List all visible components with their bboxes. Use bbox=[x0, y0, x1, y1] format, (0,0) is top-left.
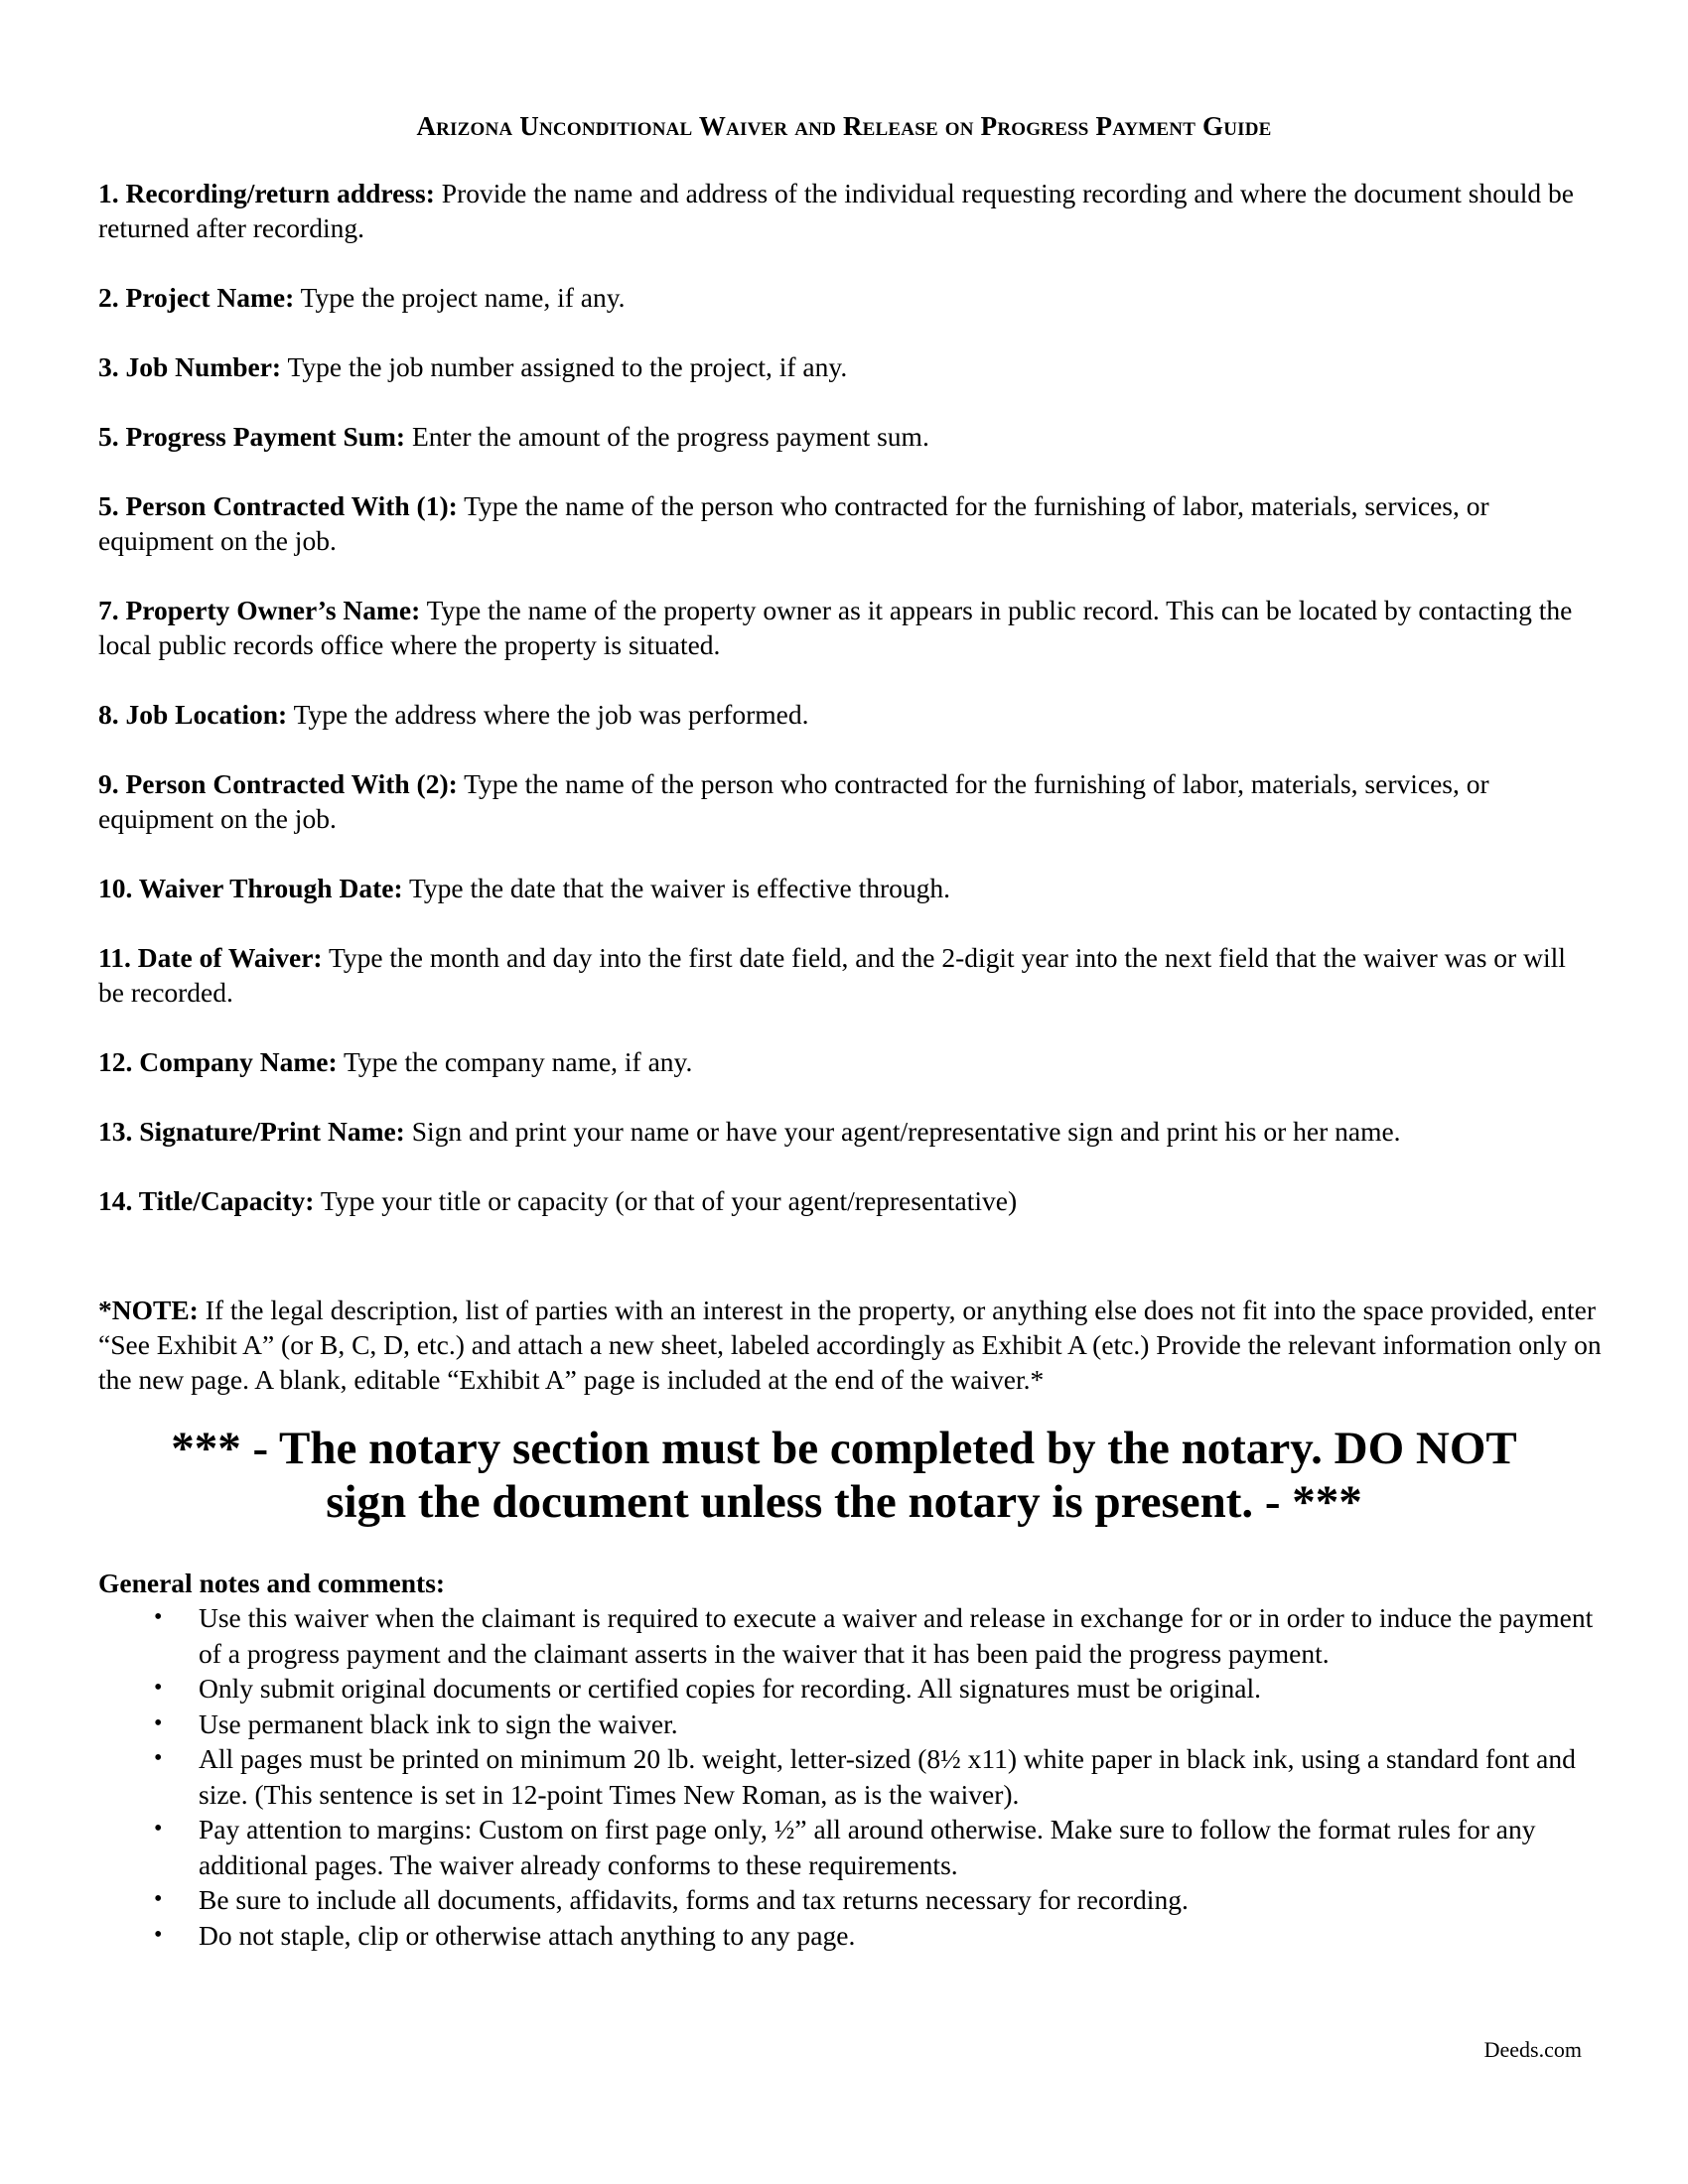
instruction-label: 1. Recording/return address: bbox=[98, 178, 435, 208]
instruction-item bbox=[98, 697, 1598, 732]
instruction-label: 5. Progress Payment Sum: bbox=[98, 421, 406, 452]
instruction-label: 2. Project Name: bbox=[98, 282, 295, 313]
note-label: *NOTE: bbox=[98, 1295, 199, 1325]
general-note-text: Be sure to include all documents, affidavits, forms and tax returns necessary for recording. bbox=[199, 1884, 1189, 1915]
bullet-icon: • bbox=[154, 1816, 163, 1842]
general-note-text: Use this waiver when the claimant is required to execute a waiver and release in exchange for or in order to induce the payment of a progress payment and the claimant asserts in the waiver that it has been paid the progress payment. bbox=[199, 1602, 1594, 1669]
exhibit-note bbox=[98, 1293, 1608, 1397]
instruction-text: Sign and print your name or have your agent/representative sign and print his or her name. bbox=[404, 1116, 1401, 1147]
bullet-icon: • bbox=[154, 1886, 163, 1912]
instruction-label: 9. Person Contracted With (2): bbox=[98, 768, 458, 799]
general-note-item bbox=[98, 1882, 1598, 1918]
instruction-label: 8. Job Location: bbox=[98, 699, 288, 730]
general-note-item bbox=[98, 1741, 1598, 1812]
bullet-icon: • bbox=[154, 1604, 163, 1630]
footer-brand: Deeds.com bbox=[1483, 2037, 1582, 2062]
instruction-text: Enter the amount of the progress payment sum. bbox=[405, 421, 929, 452]
general-notes-heading: General notes and comments: bbox=[98, 1568, 446, 1598]
instruction-text: Type the name of the property owner as it appears in public record. This can be located by contacting the local public records office where the property is situated. bbox=[98, 595, 1573, 660]
instruction-text: Type the name of the person who contracted for the furnishing of labor, materials, services, or equipment on the job. bbox=[98, 768, 1489, 834]
notary-warning-line-1: *** - The notary section must be completed by the notary. DO NOT bbox=[171, 1423, 1517, 1474]
instruction-label: 5. Person Contracted With (1): bbox=[98, 490, 458, 521]
instruction-item bbox=[98, 488, 1598, 558]
general-note-text: Do not staple, clip or otherwise attach anything to any page. bbox=[199, 1919, 856, 1951]
instruction-text: Type the company name, if any. bbox=[337, 1046, 693, 1077]
instruction-label: 7. Property Owner’s Name: bbox=[98, 595, 421, 625]
general-note-text: Only submit original documents or certified copies for recording. All signatures must be original. bbox=[199, 1673, 1261, 1704]
general-note-item bbox=[98, 1600, 1598, 1671]
notary-warning bbox=[0, 1422, 1688, 1529]
instruction-list bbox=[98, 176, 1598, 1253]
instruction-item bbox=[98, 1044, 1598, 1079]
instruction-label: 11. Date of Waiver: bbox=[98, 942, 323, 973]
general-note-item bbox=[98, 1671, 1598, 1706]
bullet-icon: • bbox=[154, 1921, 163, 1948]
instruction-text: Type the job number assigned to the project, if any. bbox=[281, 351, 848, 382]
instruction-text: Type your title or capacity (or that of your agent/representative) bbox=[314, 1185, 1018, 1216]
instruction-item bbox=[98, 280, 1598, 315]
instruction-text: Type the date that the waiver is effective through. bbox=[402, 873, 951, 903]
instruction-label: 10. Waiver Through Date: bbox=[98, 873, 403, 903]
instruction-item bbox=[98, 176, 1598, 245]
instruction-label: 13. Signature/Print Name: bbox=[98, 1116, 405, 1147]
bullet-icon: • bbox=[154, 1675, 163, 1701]
general-note-item bbox=[98, 1812, 1598, 1882]
instruction-text: Provide the name and address of the individual requesting recording and where the document should be returned after recording. bbox=[98, 178, 1574, 243]
instruction-item bbox=[98, 1114, 1598, 1149]
instruction-text: Type the address where the job was performed. bbox=[287, 699, 809, 730]
instruction-text: Type the month and day into the first date field, and the 2-digit year into the next field that the waiver was or will be recorded. bbox=[98, 942, 1566, 1008]
instruction-item bbox=[98, 871, 1598, 905]
note-text: If the legal description, list of parties with an interest in the property, or anything else does not fit into the space provided, enter “See Exhibit A” (or B, C, D, etc.) and attach a new sheet, labeled accordingly as Exhibit A (etc.) Provide the relevant information only on the new page. A blank, editable “Exhibit A” page is included at the end of the waiver.* bbox=[98, 1295, 1602, 1395]
instruction-item bbox=[98, 1183, 1598, 1218]
instruction-item bbox=[98, 349, 1598, 384]
instruction-label: 3. Job Number: bbox=[98, 351, 282, 382]
instruction-text: Type the name of the person who contracted for the furnishing of labor, materials, services, or equipment on the job. bbox=[98, 490, 1489, 556]
general-notes-list bbox=[98, 1600, 1598, 1953]
instruction-item bbox=[98, 593, 1598, 662]
notary-warning-line-2: sign the document unless the notary is present. - *** bbox=[326, 1476, 1362, 1528]
instruction-label: 12. Company Name: bbox=[98, 1046, 338, 1077]
general-note-text: Pay attention to margins: Custom on first page only, ½” all around otherwise. Make sure to follow the format rules for any additional pages. The waiver already conforms to these requirements. bbox=[199, 1814, 1536, 1880]
bullet-icon: • bbox=[154, 1745, 163, 1771]
bullet-icon: • bbox=[154, 1709, 163, 1736]
instruction-label: 14. Title/Capacity: bbox=[98, 1185, 315, 1216]
instruction-item bbox=[98, 419, 1598, 454]
general-note-text: Use permanent black ink to sign the waiver. bbox=[199, 1707, 678, 1739]
general-note-item bbox=[98, 1706, 1598, 1742]
general-note-text: All pages must be printed on minimum 20 lb. weight, letter-sized (8½ x11) white paper in black ink, using a standard font and size. (This sentence is set in 12-point Times New Roman, as is the waiver). bbox=[199, 1743, 1576, 1810]
instruction-item bbox=[98, 766, 1598, 836]
general-note-item bbox=[98, 1918, 1598, 1954]
instruction-item bbox=[98, 940, 1598, 1010]
instruction-text: Type the project name, if any. bbox=[294, 282, 626, 313]
page-title: Arizona Unconditional Waiver and Release on Progress Payment Guide bbox=[416, 111, 1272, 141]
